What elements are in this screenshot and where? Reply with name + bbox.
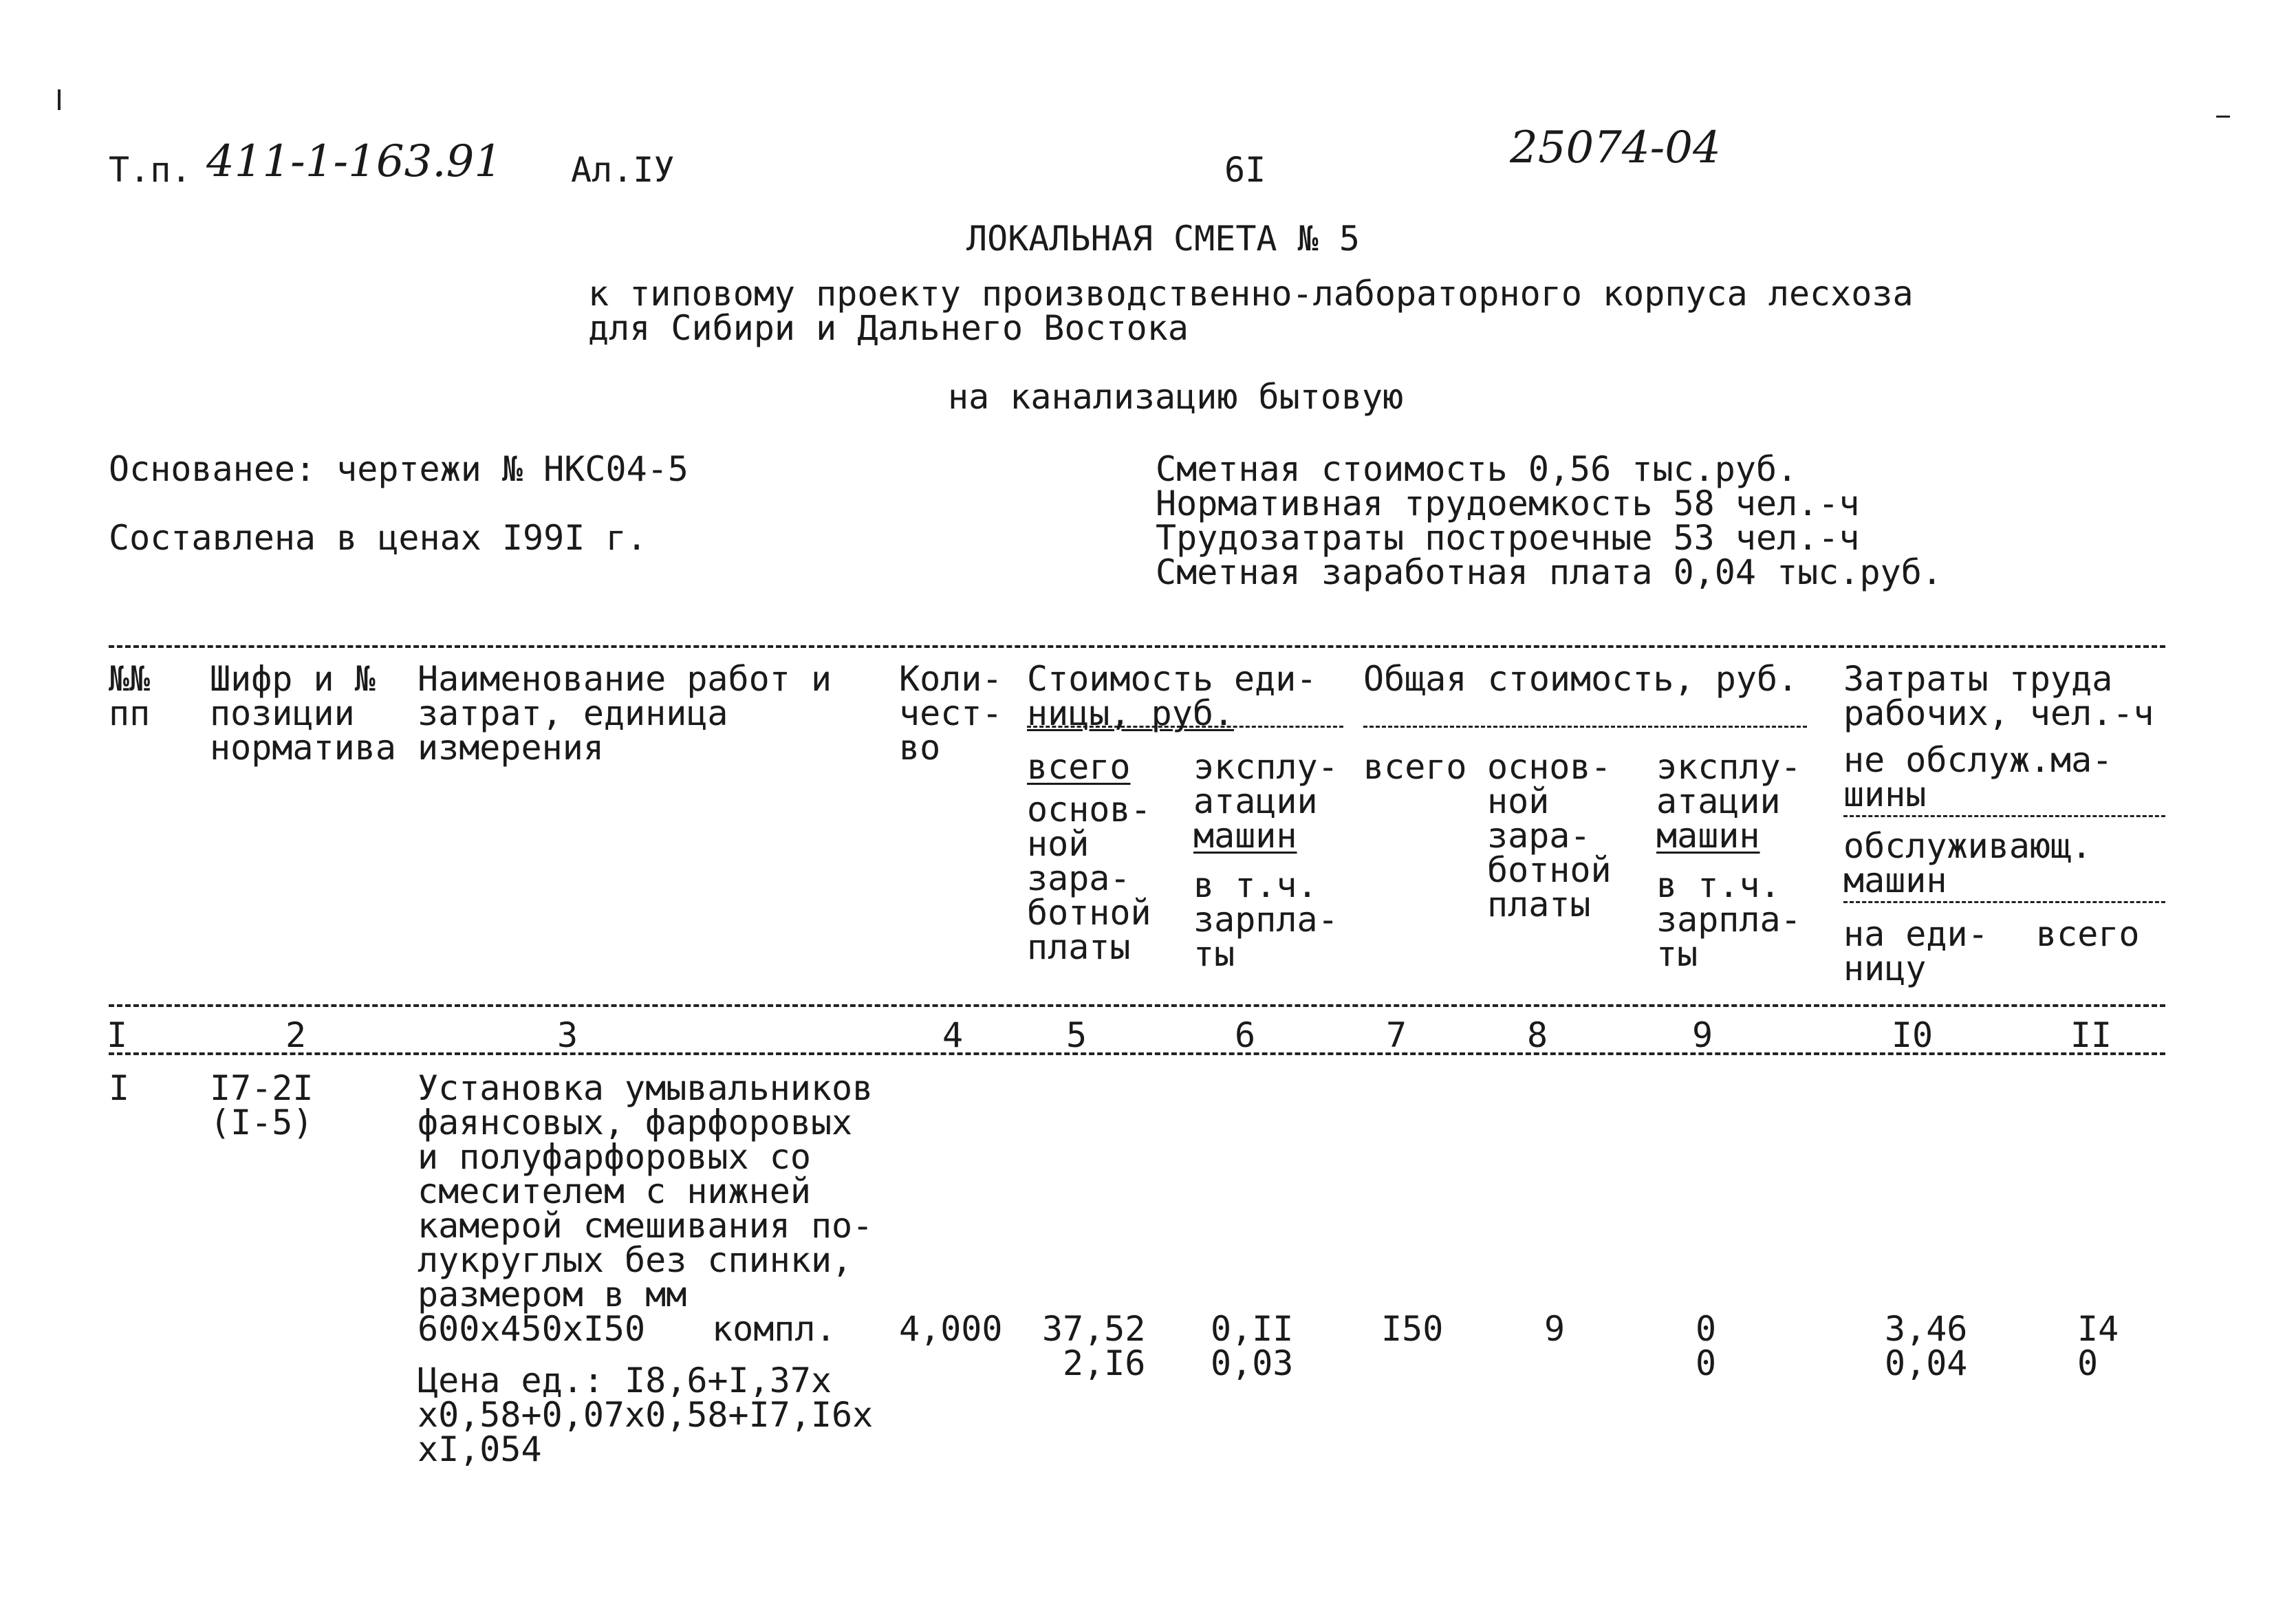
doc-prefix: Т.п. bbox=[109, 150, 192, 190]
col9-header-bottom: в т.ч. зарпла- ты bbox=[1656, 865, 1801, 974]
doc-code: 25074-04 bbox=[1510, 122, 1721, 173]
total-cost-group-rule bbox=[1363, 726, 1807, 728]
col-number: II bbox=[2070, 1015, 2112, 1055]
col5-header-top: всего bbox=[1027, 747, 1131, 787]
labor-sub2-rule bbox=[1843, 901, 2165, 903]
col-number: I0 bbox=[1891, 1015, 1934, 1055]
col5-header-bottom: основ- ной зара- ботной платы bbox=[1027, 790, 1151, 967]
col11-header: всего bbox=[2036, 914, 2140, 954]
estimated-cost: Сметная стоимость 0,56 тыс.руб. bbox=[1156, 449, 1798, 489]
col-number: 9 bbox=[1691, 1015, 1713, 1055]
col-number: 2 bbox=[285, 1015, 307, 1055]
col-number: 8 bbox=[1526, 1015, 1548, 1055]
row-price-note: Цена ед.: I8,6+I,37х х0,58+0,07х0,58+I7,I6х хI,054 bbox=[418, 1361, 874, 1469]
row-quantity: 4,000 bbox=[899, 1309, 1003, 1349]
prices-text: Составлена в ценах I99I г. bbox=[109, 518, 647, 558]
row-description: Установка умывальников фаянсовых, фарфоровых и полуфарфоровых со смесителем с нижней камерой смешивания по- лукруглых без спинки, размером в мм bbox=[418, 1068, 874, 1314]
row-labor-per-unit: 3,46 0,04 bbox=[1885, 1309, 1968, 1383]
doc-subtitle-line1: к типовому проекту производственно-лабораторного корпуса лесхоза bbox=[588, 274, 1914, 314]
basis-text: Основанее: чертежи № НКС04-5 bbox=[109, 449, 689, 489]
row-total-wages: 9 bbox=[1544, 1309, 1566, 1349]
labor-sub1-rule bbox=[1843, 815, 2165, 817]
numbers-bottom-rule bbox=[109, 1052, 2165, 1055]
row-unit: компл. bbox=[712, 1309, 836, 1349]
col-number: 5 bbox=[1065, 1015, 1087, 1055]
col-number: I bbox=[106, 1015, 128, 1055]
col-number: 6 bbox=[1234, 1015, 1256, 1055]
row-size: 600х450хI50 bbox=[418, 1309, 646, 1349]
doc-subject: на канализацию бытовую bbox=[948, 377, 1404, 417]
margin-mark-left bbox=[58, 89, 61, 110]
normative-labor: Нормативная трудоемкость 58 чел.-ч bbox=[1156, 484, 1860, 523]
col-number: 4 bbox=[942, 1015, 964, 1055]
col3-header: Наименование работ и затрат, единица измерения bbox=[418, 659, 832, 768]
row-unit-machines: 0,II 0,03 bbox=[1211, 1309, 1294, 1383]
col-number: 7 bbox=[1385, 1015, 1407, 1055]
total-cost-group-header: Общая стоимость, руб. bbox=[1363, 659, 1799, 699]
row-total-machines: 0 0 bbox=[1696, 1309, 1717, 1383]
header-bottom-rule bbox=[109, 1004, 2165, 1007]
album-label: Ал.IУ bbox=[571, 150, 675, 190]
table-top-rule bbox=[109, 645, 2165, 648]
row-code: I7-2I (I-5) bbox=[210, 1068, 314, 1143]
col10-header: на еди- ницу bbox=[1843, 914, 1989, 988]
page-number: 6I bbox=[1224, 150, 1266, 190]
unit-cost-group-header: Стоимость еди- ницы, руб. bbox=[1027, 659, 1317, 733]
col9-header-top: эксплу- атации машин bbox=[1656, 747, 1801, 856]
col2-header: Шифр и № позиции норматива bbox=[210, 659, 396, 768]
margin-mark-right bbox=[2216, 116, 2230, 118]
site-labor: Трудозатраты построечные 53 чел.-ч bbox=[1156, 518, 1860, 558]
doc-subtitle-line2: для Сибири и Дальнего Востока bbox=[588, 308, 1189, 348]
col6-header-bottom: в т.ч. зарпла- ты bbox=[1193, 865, 1339, 974]
col6-header-top: эксплу- атации машин bbox=[1193, 747, 1339, 856]
project-number: 411-1-163.91 bbox=[206, 136, 503, 187]
row-number: I bbox=[109, 1068, 130, 1108]
col4-header: Коли- чест- во bbox=[899, 659, 1003, 768]
labor-sub1-header: не обслуж.ма- шины bbox=[1843, 740, 2113, 814]
row-unit-total: 37,52 2,I6 bbox=[1042, 1309, 1146, 1383]
col1-header: №№ пп bbox=[109, 659, 151, 733]
labor-sub2-header: обслуживающ. машин bbox=[1843, 826, 2092, 900]
row-total: I50 bbox=[1381, 1309, 1444, 1349]
col-number: 3 bbox=[556, 1015, 578, 1055]
estimated-wages: Сметная заработная плата 0,04 тыс.руб. bbox=[1156, 552, 1942, 592]
doc-title: ЛОКАЛЬНАЯ СМЕТА № 5 bbox=[966, 219, 1360, 259]
col7-header: всего bbox=[1363, 747, 1467, 787]
row-labor-total: I4 0 bbox=[2077, 1309, 2119, 1383]
col8-header: основ- ной зара- ботной платы bbox=[1487, 747, 1612, 924]
labor-group-header: Затраты труда рабочих, чел.-ч bbox=[1843, 659, 2154, 733]
